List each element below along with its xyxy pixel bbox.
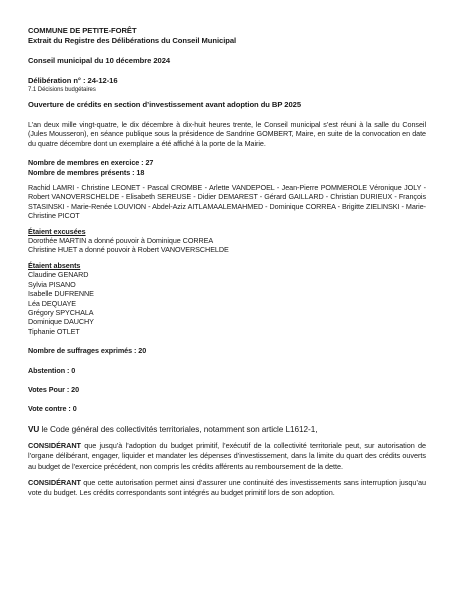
absent-item: Léa DEQUAYE [28, 298, 77, 308]
absent-item: Dominique DAUCHY [28, 317, 94, 327]
vu-text: le Code général des collectivités territoriales, notamment son article L1612-1, [39, 424, 318, 434]
considerant-lead: CONSIDÉRANT [28, 440, 81, 450]
considerant-clause-1 [28, 441, 426, 472]
votes-against: Vote contre : 0 [28, 404, 77, 414]
present-members-list: Rachid LAMRI - Christine LEONET - Pascal CROMBE - Arlette VANDEPOEL - Jean-Pierre POMMEROLE Véronique JOLY - Robert VANOVERSCHELDE - Elisabeth SEREUSE - Didier DEMAREST - Gérard GAILLARD - Christian DURIEUX - François STASINSKI - Marie-Renée LOUVION - Abdel-Aziz AITLAMAALEMAHMED - Dominique CORREA - Brigitte ZIELINSKI - Marie-Christine PICOT [28, 183, 426, 221]
register-extract: Extrait du Registre des Délibérations du Conseil Municipal [28, 36, 237, 45]
absent-item: Isabelle DUFRENNE [28, 289, 94, 299]
absent-heading: Étaient absents [28, 260, 81, 270]
members-in-office: Nombre de membres en exercice : 27 [28, 158, 154, 168]
votes-expressed: Nombre de suffrages exprimés : 20 [28, 346, 147, 356]
commune-name: COMMUNE DE PETITE-FORÊT [28, 26, 137, 35]
category-label: 7.1 Décisions budgétaires [28, 87, 96, 93]
excused-heading: Étaient excusées [28, 226, 86, 236]
meeting-date: Conseil municipal du 10 décembre 2024 [28, 56, 171, 65]
absent-item: Tiphanie OTLET [28, 326, 80, 336]
excused-item: Dorothée MARTIN a donné pouvoir à Dominique CORREA [28, 236, 214, 246]
absent-item: Claudine GENARD [28, 270, 89, 280]
deliberation-number: Délibération n° : 24-12-16 [28, 76, 118, 85]
considerant-text: que jusqu’à l’adoption du budget primitif, l’exécutif de la collectivité territoriale peut, sur autorisation de l’organe délibérant, engager, liquider et mandater les dépenses d’investissement, dans la limite du quart des crédits ouverts au budget de l’exercice précédent, non compris les crédits afférents au remboursement de la dette. [28, 440, 426, 471]
absent-item: Sylvia PISANO [28, 279, 76, 289]
considerant-lead: CONSIDÉRANT [28, 477, 81, 487]
excused-item: Christine HUET a donné pouvoir à Robert VANOVERSCHELDE [28, 245, 229, 255]
absent-item: Grégory SPYCHALA [28, 307, 94, 317]
considerant-text: que cette autorisation permet ainsi d’assurer une continuité des investissements sans interruption jusqu’au vote du budget. Les crédits correspondants sont intégrés au budget primitif lors de son adoption. [28, 477, 426, 498]
deliberation-page [28, 26, 426, 499]
vu-lead: VU [28, 424, 40, 434]
intro-paragraph: L’an deux mille vingt-quatre, le dix décembre à dix-huit heures trente, le Conseil municipal s’est réuni à la salle du Conseil (Jules Mousseron), en séance publique sous la présidence de Sandrine GOMBERT, Maire, en suite de la convocation en date du quatre décembre dont un exemplaire a été affiché à la porte de la Mairie. [28, 120, 426, 148]
vu-clause [28, 424, 426, 435]
deliberation-title: Ouverture de crédits en section d’investissement avant adoption du BP 2025 [28, 100, 301, 109]
votes-for: Votes Pour : 20 [28, 384, 80, 394]
votes-abstention: Abstention : 0 [28, 365, 76, 375]
considerant-clause-2 [28, 478, 426, 499]
members-present: Nombre de membres présents : 18 [28, 167, 145, 177]
